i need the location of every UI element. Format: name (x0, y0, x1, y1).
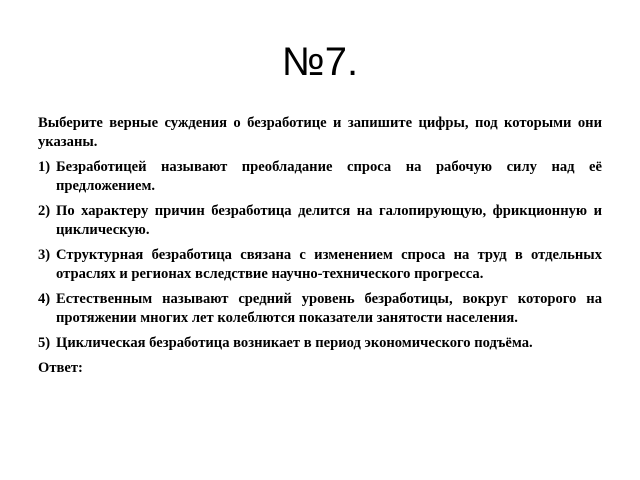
statement-text: Безработицей называют преобладание спроса на рабочую силу над её предложением. (56, 159, 602, 194)
statement-number: 2) (38, 203, 51, 219)
task-intro: Выберите верные суждения о безработице и запишите цифры, под которыми они указаны. (38, 115, 602, 150)
statement-item-5 (38, 334, 602, 353)
statement-number: 4) (38, 291, 51, 307)
answer-label: Ответ: (38, 360, 83, 376)
statement-list (38, 158, 602, 353)
statement-item-2 (38, 202, 602, 240)
statement-item-3 (38, 246, 602, 284)
statement-item-4 (38, 290, 602, 328)
slide-title: №7. (281, 40, 359, 84)
statement-number: 1) (38, 159, 51, 175)
statement-text: По характеру причин безработица делится на галопирующую, фрикционную и циклическую. (56, 203, 602, 238)
statement-number: 5) (38, 335, 51, 351)
statement-text: Циклическая безработица возникает в период экономического подъёма. (56, 335, 533, 351)
statement-item-1 (38, 158, 602, 196)
task-content (38, 114, 602, 378)
statement-text: Структурная безработица связана с изменением спроса на труд в отдельных отраслях и регионах вследствие научно-технического прогресса. (56, 247, 602, 282)
statement-text: Естественным называют средний уровень безработицы, вокруг которого на протяжении многих лет колеблются показатели занятости населения. (56, 291, 602, 326)
statement-number: 3) (38, 247, 51, 263)
